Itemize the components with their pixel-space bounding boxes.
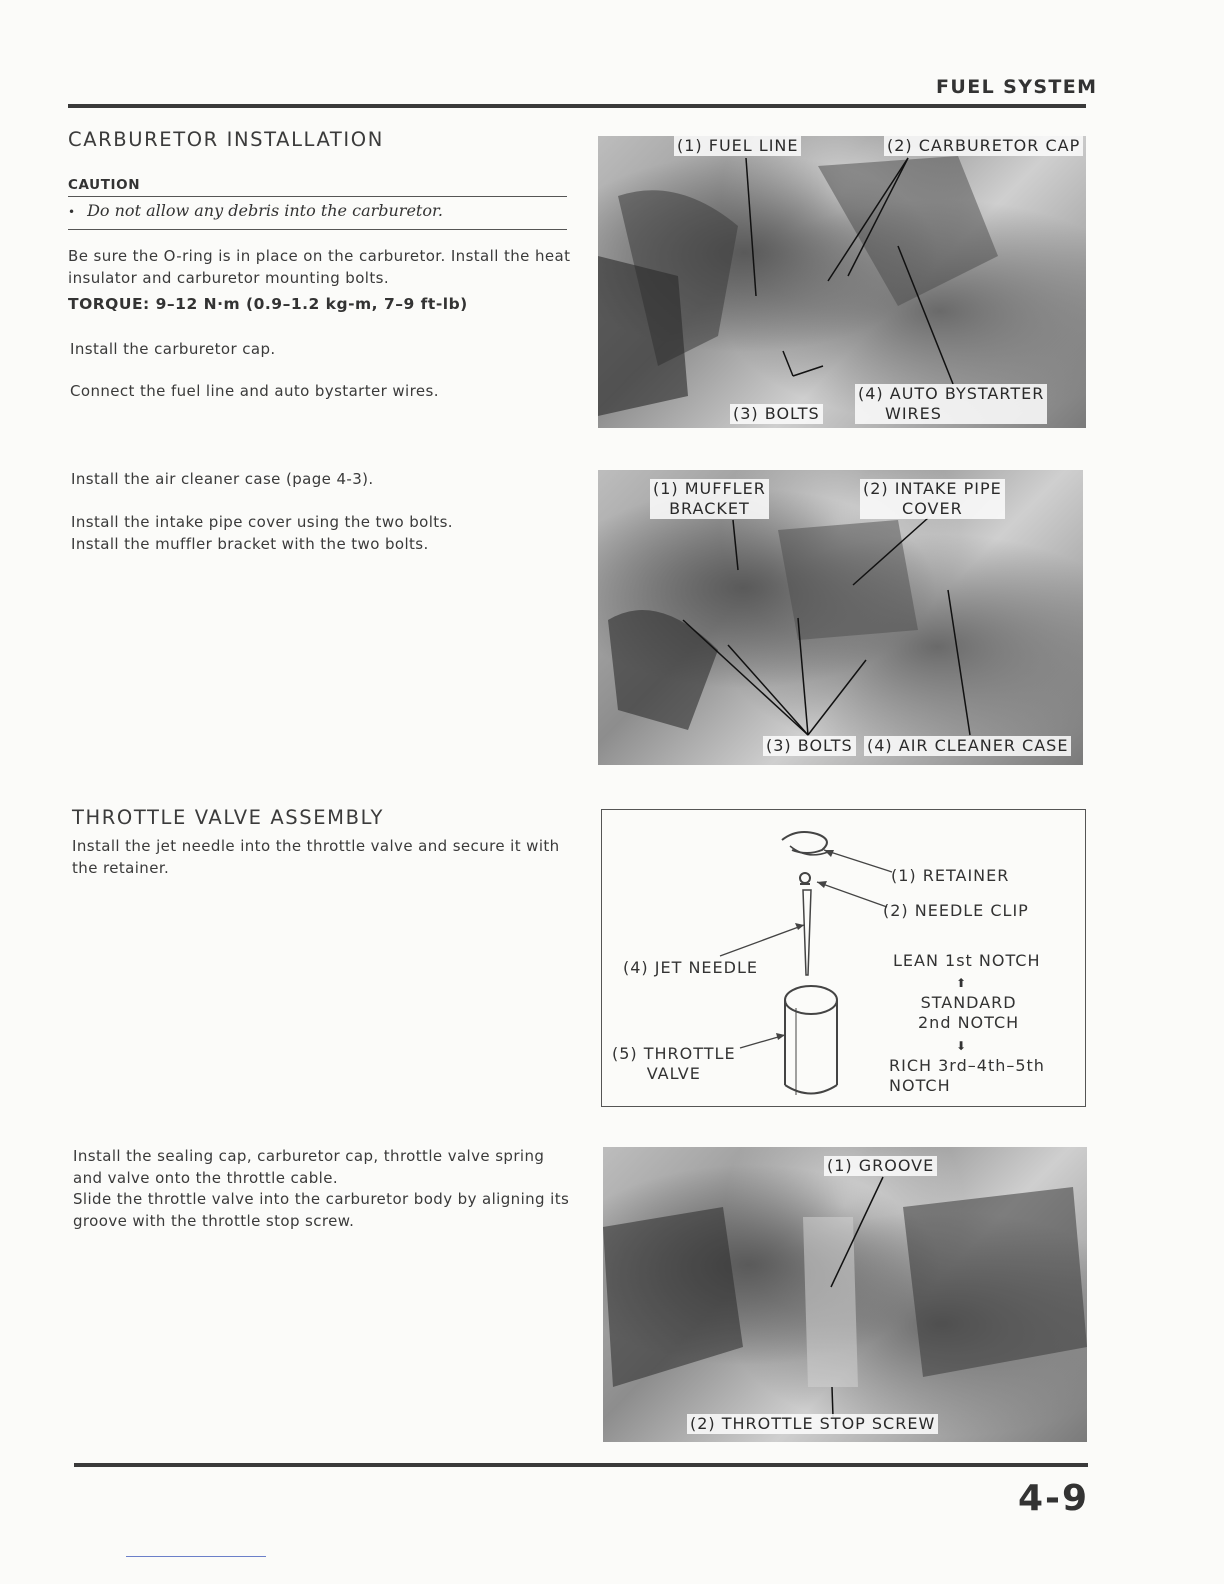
caution-text: • Do not allow any debris into the carburetor. <box>68 201 443 220</box>
callout-bolts-2: (3) BOLTS <box>763 736 856 756</box>
footer-rule <box>74 1463 1088 1467</box>
header-rule <box>68 104 1086 108</box>
callout-intake-pipe-cover: (2) INTAKE PIPE COVER <box>860 479 1005 519</box>
label-retainer: (1) RETAINER <box>891 866 1010 885</box>
label-standard: STANDARD 2nd NOTCH <box>918 993 1020 1032</box>
bullet: • <box>68 205 76 219</box>
callout-throttle-stop-screw: (2) THROTTLE STOP SCREW <box>687 1414 938 1434</box>
throttle-paragraph-1: Install the jet needle into the throttle valve and secure it with the retainer. <box>72 837 560 877</box>
throttle-paragraph-2: Install the sealing cap, carburetor cap, throttle valve spring and valve onto the throttle cable. <box>73 1147 545 1187</box>
callout-groove: (1) GROOVE <box>824 1156 937 1176</box>
up-arrow-icon: ⬆ <box>956 976 968 990</box>
carburetor-photo <box>598 136 1086 428</box>
throttle-paragraph-3: Slide the throttle valve into the carburetor body by aligning its groove with the throttle stop screw. <box>73 1190 570 1230</box>
caution-rule-bottom <box>68 229 567 230</box>
throttle-valve-photo <box>603 1147 1087 1442</box>
carb-install-paragraph-5a: Install the intake pipe cover using the two bolts. <box>71 513 453 531</box>
torque-spec: TORQUE: 9–12 N·m (0.9–1.2 kg-m, 7–9 ft-lb) <box>68 295 468 313</box>
jet-needle-diagram <box>601 809 1086 1107</box>
carb-install-title: CARBURETOR INSTALLATION <box>68 128 384 151</box>
bottom-edge-line <box>126 1556 266 1557</box>
page-number: 4-9 <box>1018 1478 1090 1519</box>
carb-install-paragraph-2: Install the carburetor cap. <box>70 340 276 358</box>
callout-fuel-line: (1) FUEL LINE <box>674 136 801 156</box>
callout-carburetor-cap: (2) CARBURETOR CAP <box>884 136 1083 156</box>
callout-bolts: (3) BOLTS <box>730 404 823 424</box>
label-rich: RICH 3rd–4th–5th NOTCH <box>889 1056 1045 1095</box>
photo-3-callout-lines <box>603 1147 1087 1442</box>
label-throttle-valve: (5) THROTTLE VALVE <box>612 1044 736 1083</box>
label-jet-needle: (4) JET NEEDLE <box>623 958 758 977</box>
carb-install-paragraph-1: Be sure the O-ring is in place on the carburetor. Install the heat insulator and carburetor mounting bolts. <box>68 247 571 287</box>
carb-install-paragraph-4: Install the air cleaner case (page 4-3). <box>71 470 374 488</box>
label-lean: LEAN 1st NOTCH <box>893 951 1041 970</box>
caution-rule-top <box>68 196 567 197</box>
callout-muffler-bracket: (1) MUFFLER BRACKET <box>650 479 769 519</box>
callout-bystarter-wires: (4) AUTO BYSTARTER WIRES <box>855 384 1047 424</box>
label-needle-clip: (2) NEEDLE CLIP <box>883 901 1029 920</box>
caution-label: CAUTION <box>68 177 141 193</box>
intake-cover-photo <box>598 470 1083 765</box>
throttle-assembly-title: THROTTLE VALVE ASSEMBLY <box>72 806 384 829</box>
section-header: FUEL SYSTEM <box>936 76 1098 98</box>
carb-install-paragraph-3: Connect the fuel line and auto bystarter wires. <box>70 382 439 400</box>
carb-install-paragraph-5b: Install the muffler bracket with the two bolts. <box>71 535 429 553</box>
down-arrow-icon: ⬇ <box>956 1039 968 1053</box>
callout-air-cleaner-case: (4) AIR CLEANER CASE <box>864 736 1071 756</box>
